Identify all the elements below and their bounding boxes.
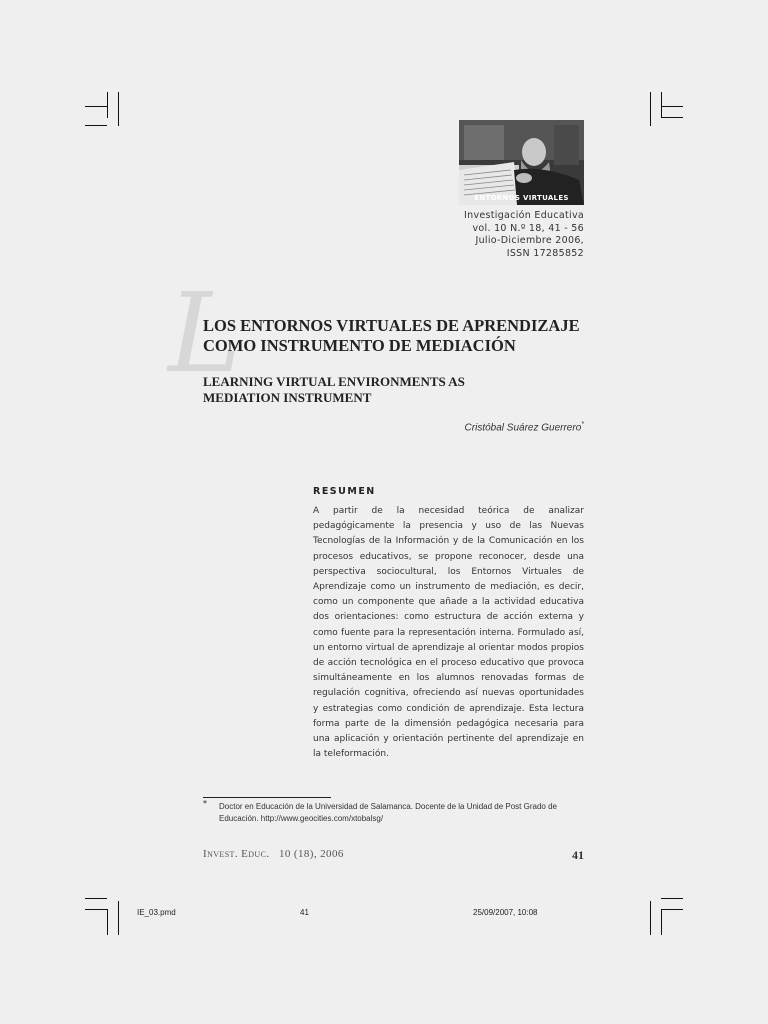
article-subtitle-line: LEARNING VIRTUAL ENVIRONMENTS AS — [203, 374, 465, 389]
running-footer — [203, 848, 344, 860]
abstract-heading: RESUMEN — [313, 486, 376, 497]
slug-page: 41 — [300, 908, 309, 917]
journal-issn: ISSN 17285852 — [506, 247, 584, 259]
abstract-body: A partir de la necesidad teórica de analizar pedagógicamente la presencia y uso de las Nuevas Tecnologías de la Información y de la Comunicación en los procesos educativos, se propone reconocer, desde una perspectiva sociocultural, los Entornos Virtuales de Aprendizaje como un instrumento de mediación, es decir, como un componente que añade a la actividad educativa dos orientaciones: como estructura de acción externa y como fuente para la representación interna. Formulado así, un entorno virtual de aprendizaje al orientar modos propios de acción tecnológica en el proceso educativo que provoca simultáneamente en los alumnos renovadas formas de regulación cognitiva, ofreciendo así nuevas oportunidades y estrategias como condición de aprendizaje. Esta lectura forma parte de la dimensión pedagógica necesaria para una aplicación y orientación pertinente del aprendizaje en la teleformación. — [313, 506, 584, 760]
header-image-caption: ENTORNOS VIRTUALES — [474, 194, 569, 202]
journal-name: Investigación Educativa — [464, 210, 584, 221]
author-footnote-mark: * — [581, 421, 584, 428]
engraving-scholar-image — [459, 120, 584, 205]
slug-datetime: 25/09/2007, 10:08 — [473, 908, 538, 917]
running-footer-journal: Invest. Educ. — [203, 848, 270, 860]
article-subtitle — [203, 374, 563, 405]
article-title — [203, 316, 593, 356]
footnote-text: Doctor en Educación de la Universidad de Salamanca. Docente de la Unidad de Post Grado de Educación. http://www.geocities.com/xtobalsg/ — [219, 802, 557, 823]
article-subtitle-line: MEDIATION INSTRUMENT — [203, 389, 372, 405]
page-number: 41 — [572, 848, 584, 862]
slug-file: IE_03.pmd — [137, 908, 176, 917]
journal-info — [464, 210, 584, 260]
author-name: Cristóbal Suárez Guerrero — [464, 422, 582, 434]
running-footer-issue: 10 (18), 2006 — [278, 848, 344, 860]
footnote-rule — [203, 797, 331, 798]
footnote-mark: * — [203, 799, 207, 808]
header-image — [459, 120, 584, 205]
author — [465, 421, 584, 433]
drop-letter: L — [168, 269, 242, 397]
journal-volume: vol. 10 N.º 18, 41 - 56 — [472, 222, 584, 234]
journal-period: Julio-Diciembre 2006, — [475, 235, 584, 246]
article-title-line: COMO INSTRUMENTO DE MEDIACIÓN — [203, 336, 516, 355]
article-title-line: LOS ENTORNOS VIRTUALES DE APRENDIZAJE — [203, 316, 580, 335]
